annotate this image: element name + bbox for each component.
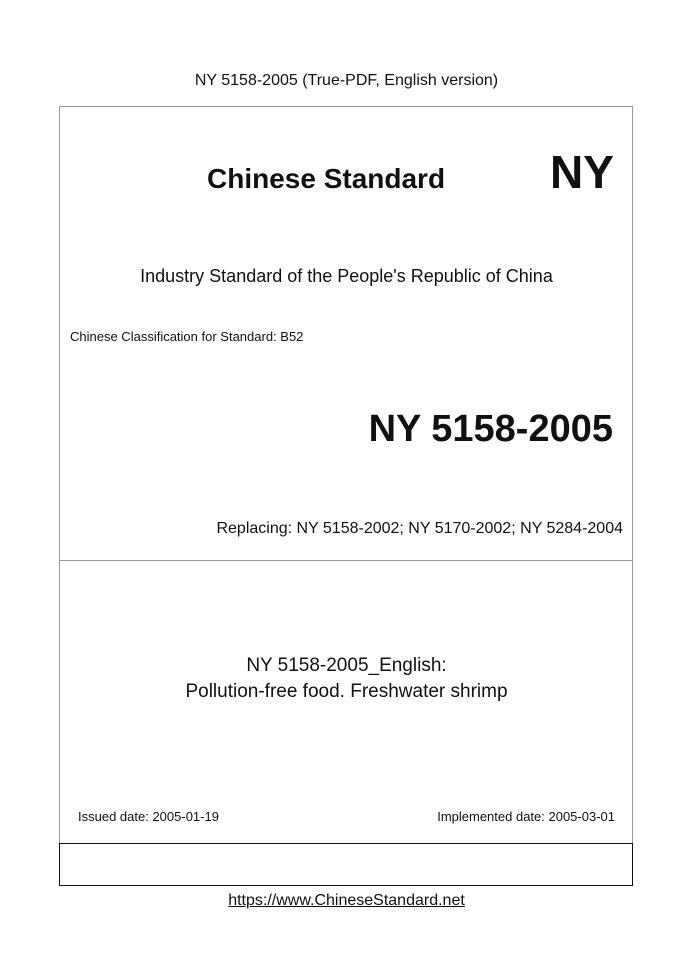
website-link[interactable]: https://www.ChineseStandard.net [228, 892, 465, 909]
cover-bottom-frame [59, 843, 633, 886]
cover-title: Chinese Standard [207, 163, 446, 194]
standard-code: NY [550, 146, 614, 198]
industry-standard-label: Industry Standard of the People's Republic of China [140, 266, 553, 286]
page-header: NY 5158-2005 (True-PDF, English version) [194, 72, 499, 89]
replacing-label: Replacing: NY 5158-2002; NY 5170-2002; NY 5284-2004 [216, 520, 623, 537]
implemented-date: Implemented date: 2005-03-01 [437, 809, 615, 824]
classification-label: Chinese Classification for Standard: B52 [70, 329, 304, 344]
issued-date: Issued date: 2005-01-19 [78, 809, 219, 824]
footer [0, 892, 693, 910]
document-title [0, 653, 693, 705]
standard-number: NY 5158-2005 [368, 408, 613, 450]
document-title-line1: NY 5158-2005_English: [246, 655, 447, 676]
document-title-line2: Pollution-free food. Freshwater shrimp [185, 681, 508, 702]
